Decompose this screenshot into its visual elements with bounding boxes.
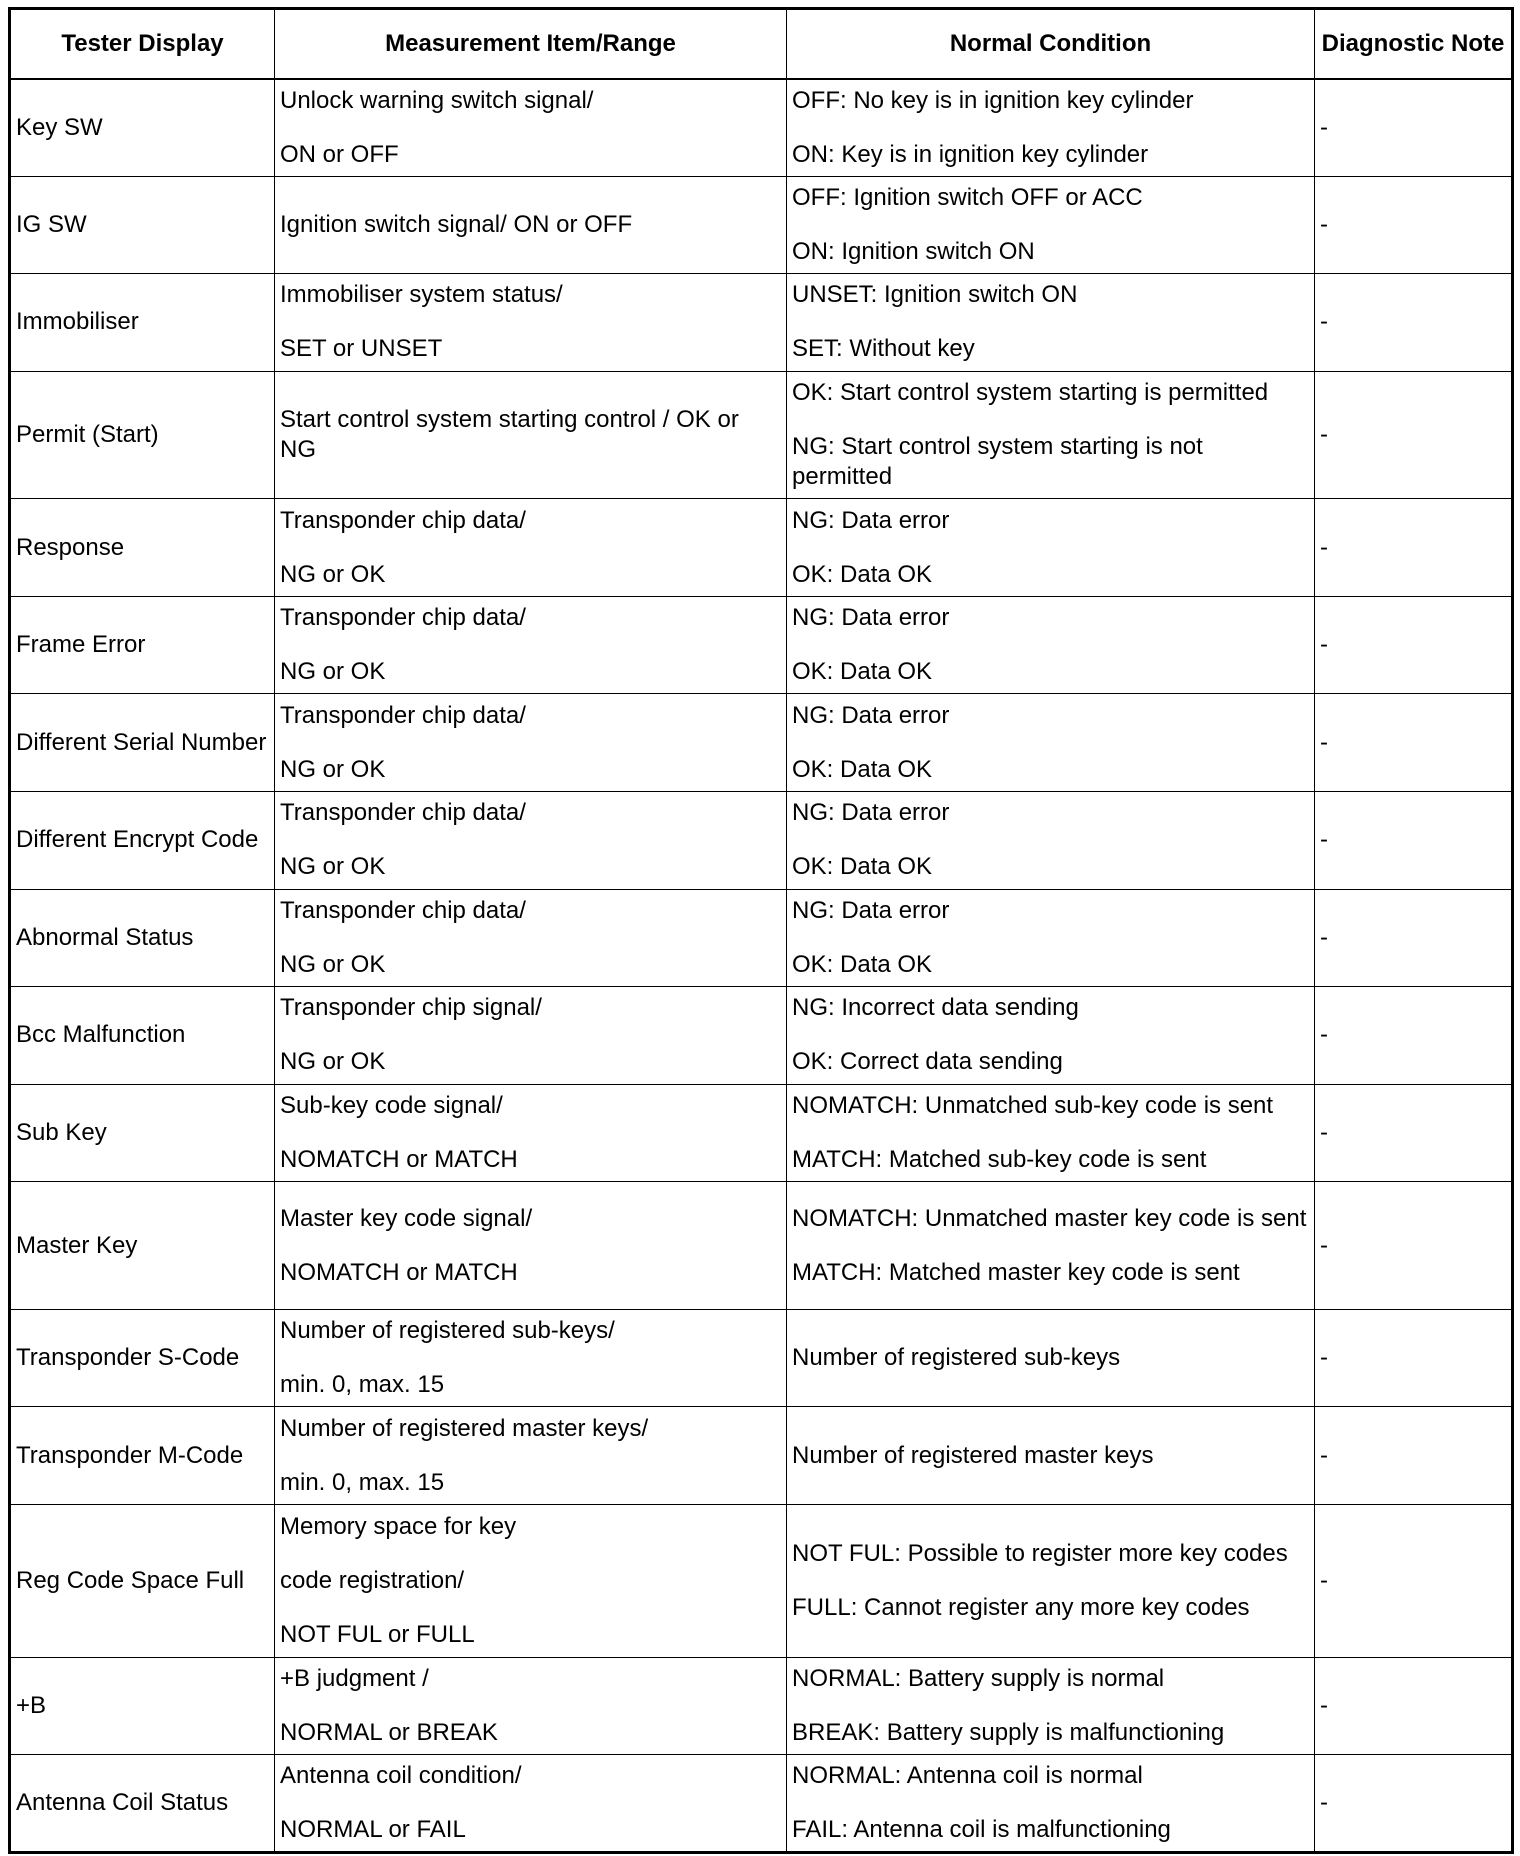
normal-condition-cell-line: BREAK: Battery supply is malfunctioning <box>792 1719 1225 1747</box>
normal-condition-cell-line: ON: Key is in ignition key cylinder <box>792 140 1149 168</box>
normal-condition-cell <box>787 694 1315 792</box>
header-tester-display: Tester Display <box>10 9 275 79</box>
measurement-item-cell <box>275 499 787 597</box>
measurement-item-cell-line: Transponder chip data/ <box>280 896 526 924</box>
normal-condition-cell-line: SET: Without key <box>792 335 975 363</box>
tester-display-cell: Frame Error <box>10 596 275 694</box>
tester-display-cell: Different Serial Number <box>10 694 275 792</box>
measurement-item-cell <box>275 1407 787 1505</box>
measurement-item-cell-line: NG or OK <box>280 950 386 978</box>
tester-display-cell: Antenna Coil Status <box>10 1755 275 1853</box>
measurement-item-cell-line: Number of registered master keys/ <box>280 1414 649 1442</box>
measurement-item-cell-line: NG or OK <box>280 853 386 881</box>
diagnostic-note-cell: - <box>1315 792 1513 890</box>
table-row <box>10 499 1513 597</box>
normal-condition-cell <box>787 1505 1315 1658</box>
normal-condition-cell <box>787 274 1315 372</box>
diagnostic-note-cell: - <box>1315 1084 1513 1182</box>
normal-condition-cell-line: OK: Data OK <box>792 950 933 978</box>
normal-condition-cell-line: Number of registered sub-keys <box>792 1344 1121 1372</box>
normal-condition-cell-line: ON: Ignition switch ON <box>792 237 1035 265</box>
tester-display-cell: IG SW <box>10 176 275 274</box>
measurement-item-cell-line: Transponder chip data/ <box>280 604 526 632</box>
normal-condition-cell-line: NG: Start control system starting is not permitted <box>792 433 1203 490</box>
table-row <box>10 889 1513 987</box>
measurement-item-cell-line: NG or OK <box>280 658 386 686</box>
tester-display-cell: Sub Key <box>10 1084 275 1182</box>
normal-condition-cell <box>787 596 1315 694</box>
diagnostic-note-cell: - <box>1315 371 1513 499</box>
measurement-item-cell-line: Unlock warning switch signal/ <box>280 86 594 114</box>
measurement-item-cell <box>275 1309 787 1407</box>
measurement-item-cell-line: NOMATCH or MATCH <box>280 1145 518 1173</box>
measurement-item-cell-line: Memory space for key <box>280 1512 517 1540</box>
measurement-item-cell-line: ON or OFF <box>280 140 399 168</box>
table-row <box>10 371 1513 499</box>
normal-condition-cell-line: FAIL: Antenna coil is malfunctioning <box>792 1816 1171 1844</box>
diagnostic-note-cell: - <box>1315 694 1513 792</box>
normal-condition-cell-line: OFF: No key is in ignition key cylinder <box>792 86 1194 114</box>
diagnostic-note-cell: - <box>1315 1505 1513 1658</box>
tester-display-cell: Transponder S-Code <box>10 1309 275 1407</box>
normal-condition-cell-line: NG: Data error <box>792 604 950 632</box>
measurement-item-cell-line: NOT FUL or FULL <box>280 1620 475 1648</box>
normal-condition-cell-line: OK: Data OK <box>792 755 933 783</box>
tester-display-cell: Key SW <box>10 79 275 177</box>
normal-condition-cell <box>787 176 1315 274</box>
measurement-item-cell-line: NG or OK <box>280 1048 386 1076</box>
measurement-item-cell <box>275 792 787 890</box>
diagnostic-note-cell: - <box>1315 596 1513 694</box>
tester-display-table <box>8 7 1514 1854</box>
normal-condition-cell-line: NORMAL: Battery supply is normal <box>792 1665 1165 1693</box>
measurement-item-cell <box>275 1505 787 1658</box>
tester-display-cell: Different Encrypt Code <box>10 792 275 890</box>
tester-display-cell: Transponder M-Code <box>10 1407 275 1505</box>
normal-condition-cell-line: NG: Data error <box>792 506 950 534</box>
measurement-item-cell <box>275 1084 787 1182</box>
diagnostic-note-cell: - <box>1315 1657 1513 1755</box>
normal-condition-cell-line: MATCH: Matched sub-key code is sent <box>792 1145 1207 1173</box>
table-row <box>10 79 1513 177</box>
normal-condition-cell-line: NG: Data error <box>792 896 950 924</box>
normal-condition-cell <box>787 792 1315 890</box>
normal-condition-cell-line: NG: Data error <box>792 799 950 827</box>
normal-condition-cell-line: FULL: Cannot register any more key codes <box>792 1593 1250 1621</box>
normal-condition-cell-line: NOMATCH: Unmatched sub-key code is sent <box>792 1091 1274 1119</box>
diagnostic-note-cell: - <box>1315 499 1513 597</box>
tester-display-cell: Abnormal Status <box>10 889 275 987</box>
normal-condition-cell-line: NORMAL: Antenna coil is normal <box>792 1762 1143 1790</box>
measurement-item-cell-line: Number of registered sub-keys/ <box>280 1317 615 1345</box>
table-row <box>10 1309 1513 1407</box>
measurement-item-cell-line: Transponder chip data/ <box>280 799 526 827</box>
diagnostic-note-cell: - <box>1315 987 1513 1085</box>
normal-condition-cell-line: OK: Data OK <box>792 658 933 686</box>
normal-condition-cell-line: NOMATCH: Unmatched master key code is sent <box>792 1204 1307 1232</box>
normal-condition-cell-line: OFF: Ignition switch OFF or ACC <box>792 183 1143 211</box>
normal-condition-cell-line: Number of registered master keys <box>792 1441 1154 1469</box>
header-normal-condition: Normal Condition <box>787 9 1315 79</box>
measurement-item-cell-line: Transponder chip signal/ <box>280 994 542 1022</box>
tester-display-cell: Permit (Start) <box>10 371 275 499</box>
measurement-item-cell <box>275 176 787 274</box>
table-body <box>10 79 1513 1853</box>
normal-condition-cell <box>787 889 1315 987</box>
normal-condition-cell <box>787 1309 1315 1407</box>
measurement-item-cell <box>275 987 787 1085</box>
table-row <box>10 1657 1513 1755</box>
tester-display-cell: Bcc Malfunction <box>10 987 275 1085</box>
normal-condition-cell <box>787 987 1315 1085</box>
table-row <box>10 1505 1513 1658</box>
measurement-item-cell-line: Immobiliser system status/ <box>280 281 563 309</box>
table-row <box>10 176 1513 274</box>
table-row <box>10 596 1513 694</box>
tester-display-cell: Response <box>10 499 275 597</box>
measurement-item-cell-line: Antenna coil condition/ <box>280 1762 522 1790</box>
table-row <box>10 694 1513 792</box>
normal-condition-cell-line: NG: Incorrect data sending <box>792 994 1079 1022</box>
normal-condition-cell-line: MATCH: Matched master key code is sent <box>792 1258 1240 1286</box>
normal-condition-cell-line: OK: Data OK <box>792 853 933 881</box>
measurement-item-cell-line: +B judgment / <box>280 1665 429 1693</box>
measurement-item-cell <box>275 79 787 177</box>
measurement-item-cell <box>275 694 787 792</box>
normal-condition-cell-line: NG: Data error <box>792 701 950 729</box>
measurement-item-cell-line: NORMAL or FAIL <box>280 1816 466 1844</box>
measurement-item-cell-line: NG or OK <box>280 755 386 783</box>
diagnostic-note-cell: - <box>1315 1182 1513 1310</box>
normal-condition-cell <box>787 1182 1315 1310</box>
normal-condition-cell <box>787 79 1315 177</box>
normal-condition-cell <box>787 1657 1315 1755</box>
measurement-item-cell-line: Transponder chip data/ <box>280 701 526 729</box>
measurement-item-cell <box>275 274 787 372</box>
tester-display-cell: Master Key <box>10 1182 275 1310</box>
measurement-item-cell-line: Master key code signal/ <box>280 1204 533 1232</box>
normal-condition-cell <box>787 1755 1315 1853</box>
table-row <box>10 1407 1513 1505</box>
measurement-item-cell <box>275 1182 787 1310</box>
measurement-item-cell-line: min. 0, max. 15 <box>280 1371 445 1399</box>
measurement-item-cell-line: SET or UNSET <box>280 335 443 363</box>
measurement-item-cell-line: min. 0, max. 15 <box>280 1468 445 1496</box>
tester-display-cell: Reg Code Space Full <box>10 1505 275 1658</box>
normal-condition-cell-line: OK: Data OK <box>792 560 933 588</box>
table-row <box>10 987 1513 1085</box>
measurement-item-cell <box>275 596 787 694</box>
table-row <box>10 1755 1513 1853</box>
normal-condition-cell <box>787 371 1315 499</box>
diagnostic-note-cell: - <box>1315 889 1513 987</box>
normal-condition-cell <box>787 1084 1315 1182</box>
table-row <box>10 1182 1513 1310</box>
measurement-item-cell-line: Sub-key code signal/ <box>280 1091 503 1119</box>
measurement-item-cell-line: NG or OK <box>280 560 386 588</box>
tester-display-cell: +B <box>10 1657 275 1755</box>
measurement-item-cell <box>275 1755 787 1853</box>
measurement-item-cell <box>275 1657 787 1755</box>
table-row <box>10 1084 1513 1182</box>
measurement-item-cell-line: NOMATCH or MATCH <box>280 1258 518 1286</box>
header-measurement-item: Measurement Item/Range <box>275 9 787 79</box>
measurement-item-cell-line: NORMAL or BREAK <box>280 1719 498 1747</box>
measurement-item-cell-line: Ignition switch signal/ ON or OFF <box>280 210 633 238</box>
diagnostic-note-cell: - <box>1315 1407 1513 1505</box>
measurement-item-cell <box>275 889 787 987</box>
diagnostic-note-cell: - <box>1315 79 1513 177</box>
normal-condition-cell <box>787 1407 1315 1505</box>
tester-display-cell: Immobiliser <box>10 274 275 372</box>
diagnostic-note-cell: - <box>1315 1755 1513 1853</box>
normal-condition-cell-line: UNSET: Ignition switch ON <box>792 281 1078 309</box>
header-diagnostic-note: Diagnostic Note <box>1315 9 1513 79</box>
diagnostic-note-cell: - <box>1315 274 1513 372</box>
normal-condition-cell-line: OK: Correct data sending <box>792 1048 1063 1076</box>
measurement-item-cell-line: Start control system starting control / OK or NG <box>280 406 739 463</box>
normal-condition-cell-line: OK: Start control system starting is permitted <box>792 379 1269 406</box>
measurement-item-cell-line: Transponder chip data/ <box>280 506 526 534</box>
diagnostic-note-cell: - <box>1315 1309 1513 1407</box>
header-row <box>10 9 1513 79</box>
measurement-item-cell-line: code registration/ <box>280 1566 465 1594</box>
normal-condition-cell <box>787 499 1315 597</box>
measurement-item-cell <box>275 371 787 499</box>
normal-condition-cell-line: NOT FUL: Possible to register more key codes <box>792 1539 1288 1567</box>
table-row <box>10 274 1513 372</box>
table-row <box>10 792 1513 890</box>
diagnostic-note-cell: - <box>1315 176 1513 274</box>
